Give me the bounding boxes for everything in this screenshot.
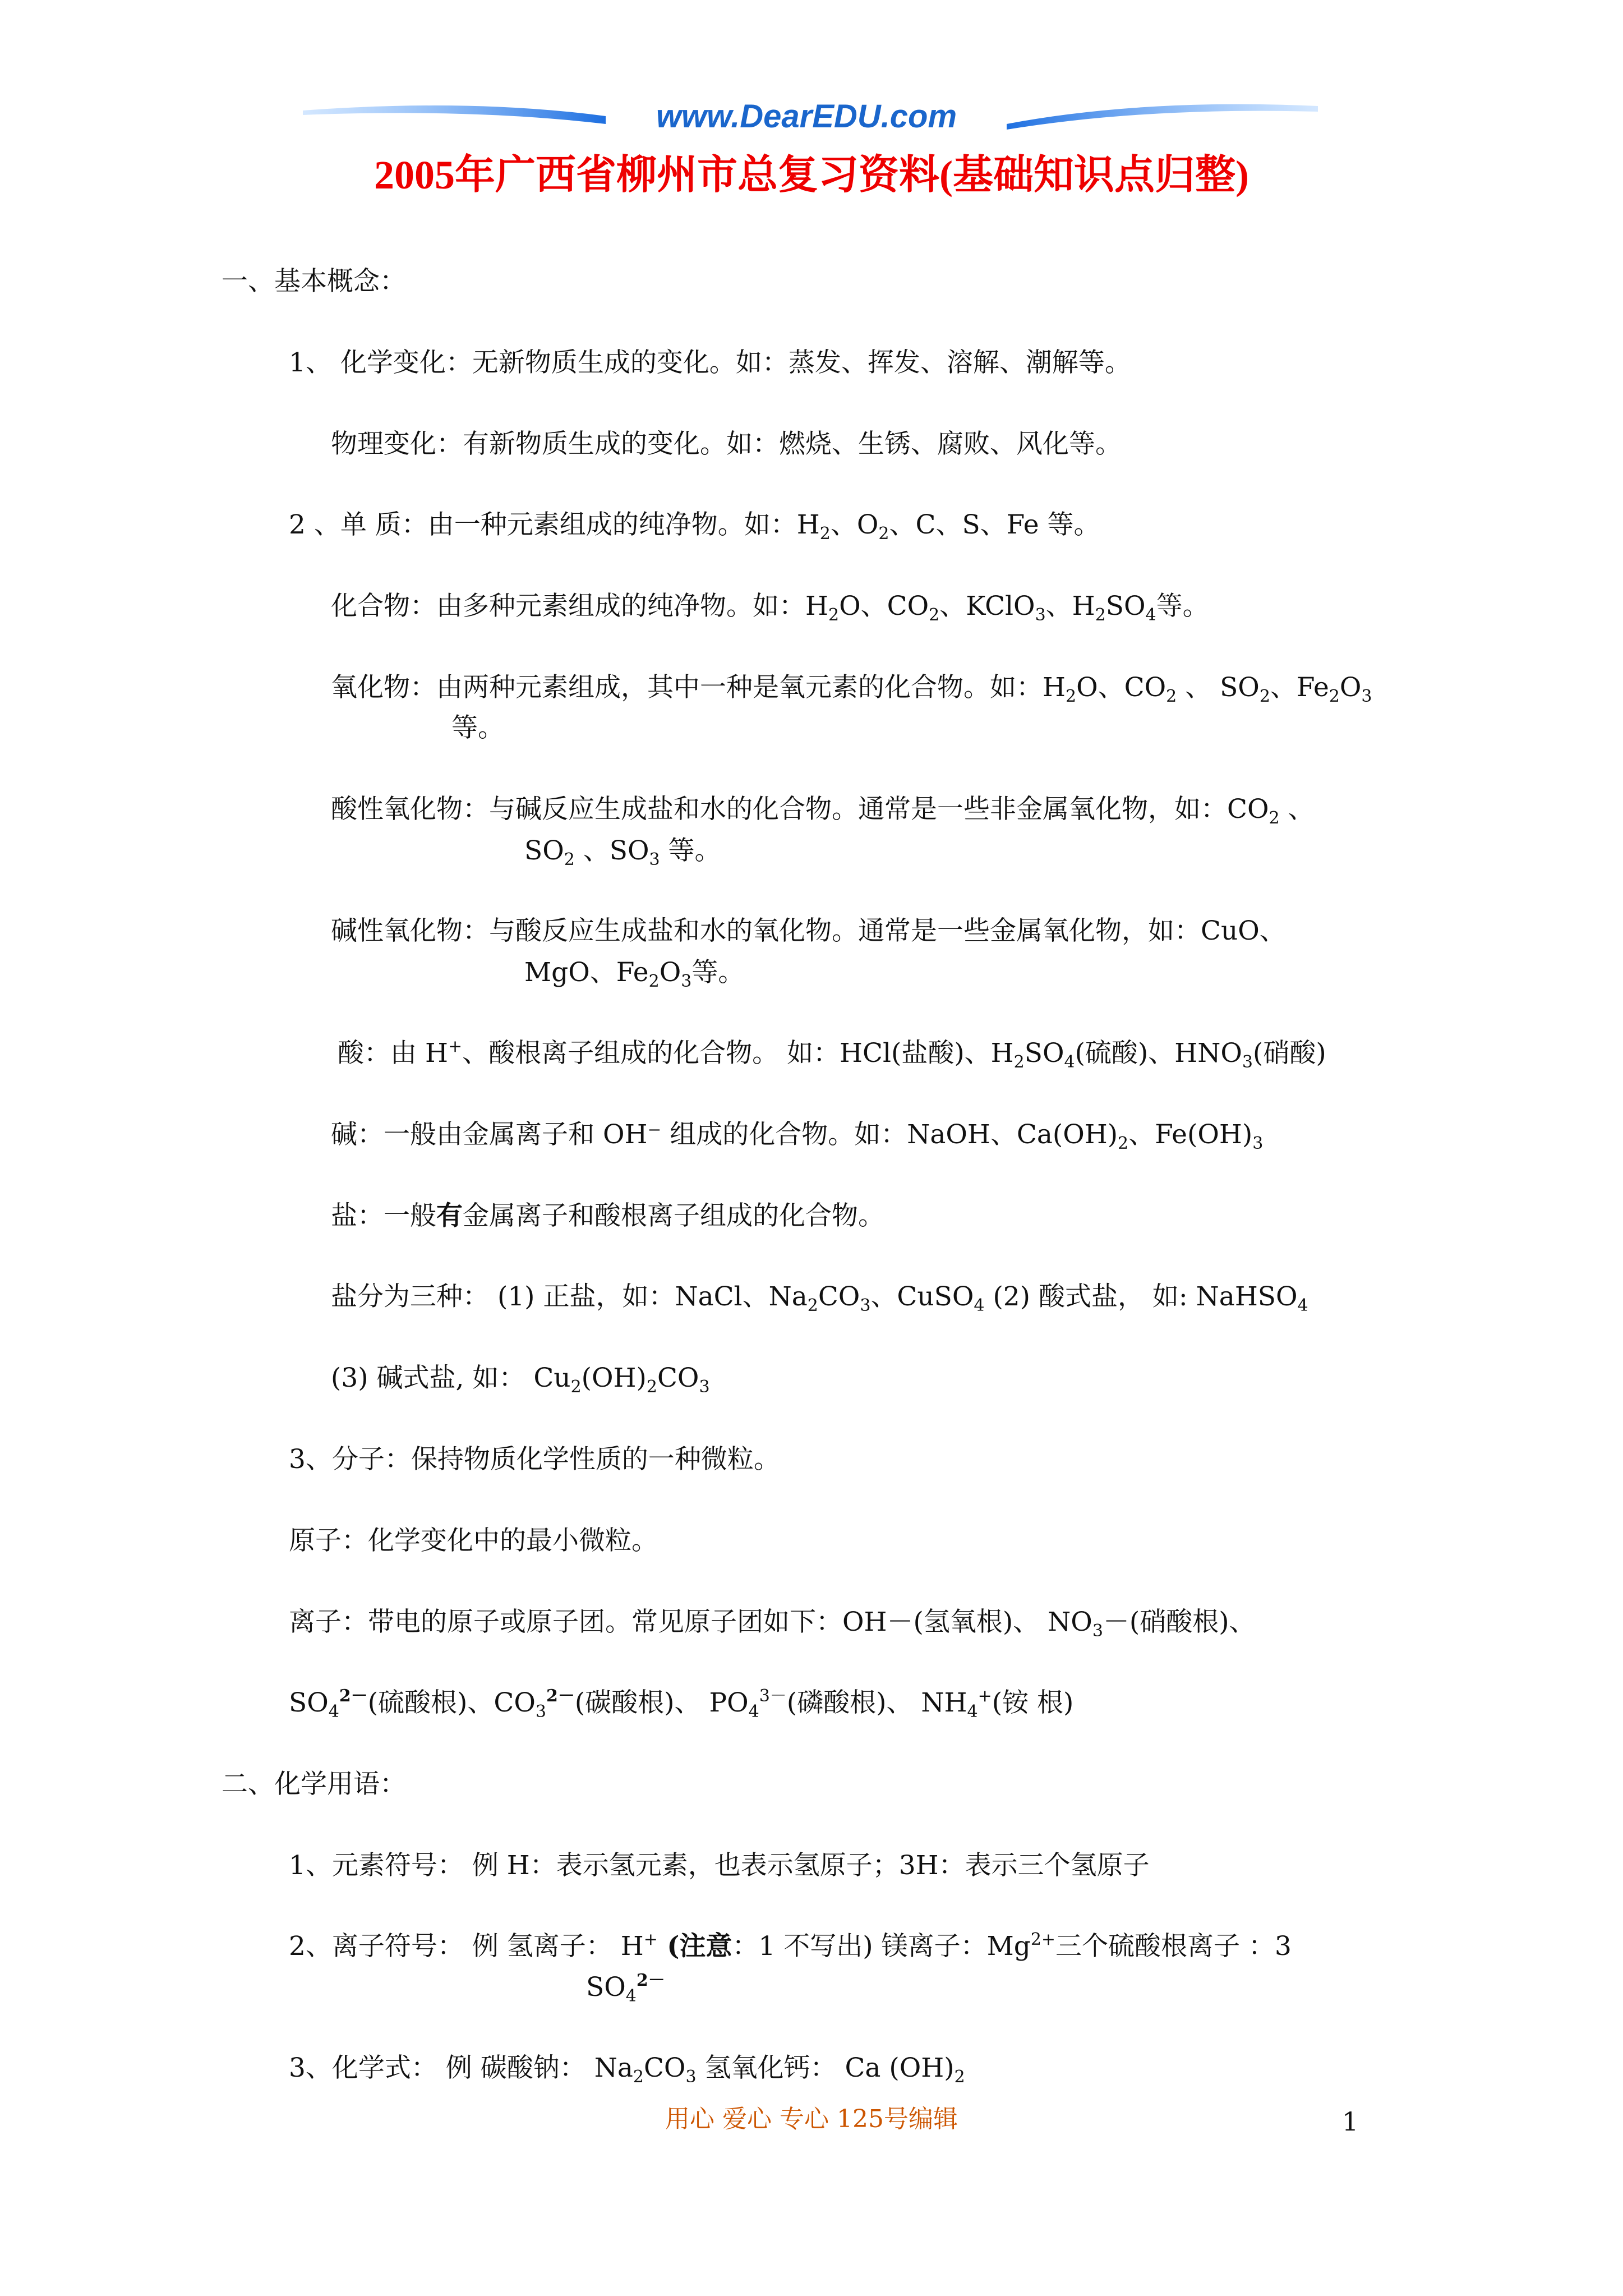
line-oxide: 氧化物：由两种元素组成，其中一种是氧元素的化合物。如：$H_2O$、$CO_2$ 、 $SO_2$、$Fe_2O_3$ <box>331 672 1372 706</box>
line-acidic-oxide: 酸性氧化物：与碱反应生成盐和水的化合物。通常是一些非金属氧化物，如：$CO_2$ 、 <box>331 794 1315 828</box>
line-ion-symbol: 2、离子符号： 例 氢离子： H+ (注意：1 不写出) 镁离子：$Mg^{2+}$三个硫酸根离子 ：3 <box>289 1930 1292 1962</box>
line-oxide-continued: 等。 <box>451 712 504 743</box>
line-base: 碱：一般由金属离子和 OH⁻ 组成的化合物。如：NaOH、$Ca(OH)_2$、$Fe(OH)_3$ <box>331 1119 1264 1153</box>
banner-right-swoosh <box>1007 104 1318 130</box>
line-molecule: 3、分子：保持物质化学性质的一种微粒。 <box>289 1444 780 1475</box>
line-salt: 盐：一般有金属离子和酸根离子组成的化合物。 <box>331 1200 884 1231</box>
section-heading-chemical-terms: 二、化学用语： <box>222 1769 406 1800</box>
section-heading-basic-concepts: 一、基本概念： <box>222 266 406 297</box>
line-physical-change: 物理变化：有新物质生成的变化。如：燃烧、生锈、腐败、风化等。 <box>331 429 1122 459</box>
line-chemical-formula: 3、化学式： 例 碳酸钠： $Na_2CO_3$ 氢氧化钙： Ca $(OH)_2$ <box>289 2053 965 2087</box>
footer-text: 用心 爱心 专心 125号编辑 <box>665 2105 958 2133</box>
line-ion: 离子：带电的原子或原子团。常见原子团如下：OH－(氢氧根)、 $NO_3-$(硝酸根)、 <box>289 1607 1256 1641</box>
line-salt-types: 盐分为三种： (1) 正盐，如：NaCl、$Na_2CO_3$、CuSO$_4$ (2) 酸式盐， 如: NaHSO$_4$ <box>331 1281 1308 1315</box>
banner-site-text: www.DearEDU.com <box>656 98 957 135</box>
banner-left-swoosh <box>303 105 606 124</box>
line-basic-oxide-continued: MgO、$Fe_2O_3$等。 <box>524 957 745 991</box>
line-basic-salt: (3) 碱式盐, 如： $Cu_2(OH)_2CO_3$ <box>331 1363 710 1397</box>
line-compound: 化合物：由多种元素组成的纯净物。如：$H_2O$、$CO_2$、KClO$_3$、$H_2SO_4$等。 <box>331 591 1209 625</box>
site-banner <box>303 98 1318 149</box>
page-number: 1 <box>1342 2106 1359 2137</box>
line-ion-symbol-continued: $SO_4^{2-}$ <box>586 1971 665 2006</box>
line-radicals: $SO_4^{2-}$(硫酸根)、$CO_3^{2-}$(碳酸根)、 $PO_4^{3-}$(磷酸根)、 $NH_4^+$(铵 根) <box>289 1686 1074 1722</box>
document-title: 2005年广西省柳州市总复习资料(基础知识点归整) <box>374 153 1249 197</box>
line-basic-oxide: 碱性氧化物：与酸反应生成盐和水的氧化物。通常是一些金属氧化物，如：CuO、 <box>331 915 1286 946</box>
line-acidic-oxide-continued: $SO_2$ 、$SO_3$ 等。 <box>524 835 721 869</box>
line-acid: 酸：由 H+、酸根离子组成的化合物。 如：HCl(盐酸)、$H_2SO_4$(硫酸)、$HNO_3$(硝酸) <box>338 1037 1326 1072</box>
line-chemical-change: 1、 化学变化：无新物质生成的变化。如：蒸发、挥发、溶解、潮解等。 <box>289 347 1131 378</box>
line-element-symbol: 1、元素符号： 例 H：表示氢元素，也表示氢原子；3H：表示三个氢原子 <box>289 1850 1150 1881</box>
line-atom: 原子：化学变化中的最小微粒。 <box>289 1525 658 1556</box>
line-element-substance: 2 、单 质：由一种元素组成的纯净物。如：$H_2$、$O_2$、C、S、Fe 等。 <box>289 509 1100 544</box>
